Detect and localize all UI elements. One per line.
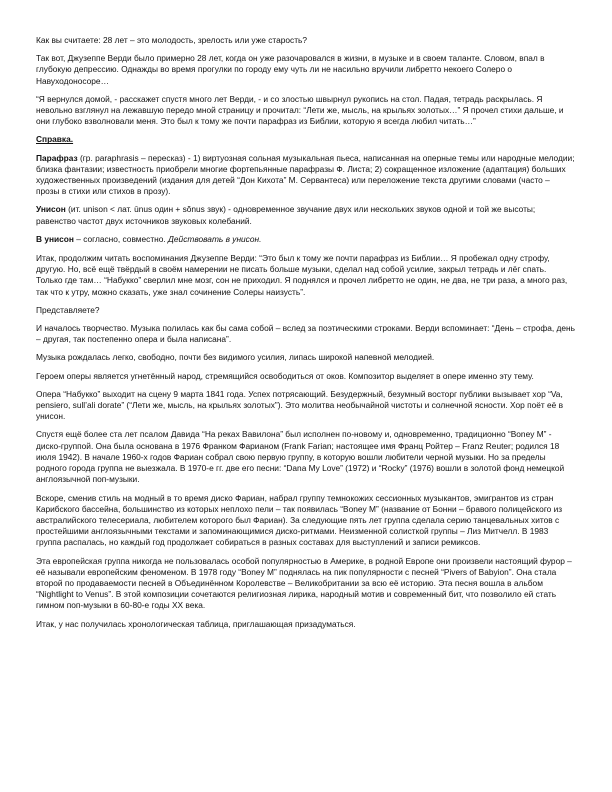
verdi-quote: “Я вернулся домой, - расскажет спустя много лет Верди, - и со злостью швырнул рукопись на стол. Падая, тетрадь раскрылась. Я невольно взглянул на лежавшую передо мной страницу и прочитал: “Лети же, мысль, на крыльях золотых…” Я прочел стихи дальше, и они глубоко взволновали меня. Это был к тому же почти парафраз из Библии, которую я всегда любил читать…” <box>36 93 564 127</box>
definition-in-unison-text: – согласно, совместно. <box>73 233 169 244</box>
definition-paraphrase <box>36 153 575 198</box>
definition-unison-text: (ит. unison < лат. ūnus один + sŏnus звук) - одновременное звучание двух или нескольких звуков одной и той же высоты; равенство частот двух источников звуковых колебаний. <box>36 204 536 226</box>
body-paragraph: Итак, продолжим читать воспоминания Джузеппе Верди: “Это был к тому же почти парафраз из Библии… Я пробежал одну строфу, другую. Но, всё ещё твёрдый в своём намерении не писать больше музыки, сделал над собой усилие, закрыл тетрадь и лёг спать. Только где там… “Набукко” сверлил мне мозг, сон не приходил. Я поднялся и прочел либретто не один, не два, не три раза, а много раз, так что к утру, можно сказать, уже знал сочинение Солеры наизусть”. <box>36 253 568 297</box>
reference-heading-text: Справка. <box>36 134 74 145</box>
body-paragraph: Музыка рождалась легко, свободно, почти без видимого усилия, липась широкой напевной мелодией. <box>36 352 435 363</box>
intro-paragraph: Так вот, Джузеппе Верди было примерно 28 лет, когда он уже разочаровался в жизни, в музыке и в своем таланте. Словом, впал в глубокую депрессию. Однажды во время прогулки по городу ему чуть ли не насильно вручили либретто некоего Солеро о Навуходоносоре… <box>36 53 545 86</box>
body-paragraph: Представляете? <box>36 304 100 315</box>
body-paragraph: Героем оперы является угнетённый народ, стремящийся освободиться от оков. Композитор выделяет в опере именно эту тему. <box>36 370 534 381</box>
body-paragraph: Вскоре, сменив стиль на модный в то время диско Фариан, набрал группу темнокожих сессионных музыкантов, эмигрантов из стран Карибского бассейна, большинство из которых неплохо пели – так появилась “Boney M” (название от Бонни – бравого полицейского из австралийского телесериала, любителем которого был Фариан). За следующие пять лет группа сделала серию танцевальных хитов с простейшими англоязычными текстами и запоминающимися диско-ритмами. Неизменной солисткой группы – Лиз Митчелл. В 1983 группа распалась, но каждый год продолжает собираться в разных составах для выступлений и записи ремиксов. <box>36 492 563 548</box>
term-unison: Унисон <box>36 204 66 215</box>
reference-heading <box>36 134 575 145</box>
definition-paraphrase-text: (гр. paraphrasis – пересказ) - 1) виртуозная сольная музыкальная пьеса, написанная на оперные темы или народные мелодии; близка фантазии; известность приобрели многие фортепьянные парафразы Ф. Листа; 2) сокращенное изложение (адаптация) больших художественных произведений (издания для детей “Дон Кихота” М. Сервантеса) или переложение текста другими словами (часто – прозы в стихи или стихов в прозу). <box>36 152 575 197</box>
definition-unison <box>36 204 575 226</box>
term-paraphrase: Парафраз <box>36 152 78 163</box>
body-paragraph: Спустя ещё более ста лет псалом Давида “На реках Вавилона” был исполнен по-новому и, одновременно, традиционно “Boney M” - диско-группой. Она была основана в 1976 Франком Фарианом (Frank Farian; настоящее имя Франц Ройтер – Franz Reuter; родился 18 июля 1942). В начале 1960-х годов Фариан собрал свою первую группу, в которую вошли любители черной музыки. Но за пределы родного города группа не выезжала. В 1970-е гг. две его песни: “Dana My Love” (1972) и “Rocky” (1976) вошли в золотой фонд немецкой англоязычной поп-музыки. <box>36 429 565 485</box>
body-paragraph: Опера “Набукко” выходит на сцену 9 марта 1841 года. Успех потрясающий. Безудержный, безумный восторг публики вызывает хор “Va, pensiero, sull’ali dorate” (“Лети же, мысль, на крыльях золотых”). Это молитва необычайной чистоты и солнечной ясности. Хор поёт её в унисон. <box>36 388 564 422</box>
definition-in-unison <box>36 234 575 245</box>
intro-question: Как вы считаете: 28 лет – это молодость, зрелость или уже старость? <box>36 35 308 45</box>
body-paragraph: Итак, у нас получилась хронологическая таблица, приглашающая призадуматься. <box>36 618 356 629</box>
body-paragraph: Эта европейская группа никогда не пользовалась особой популярностью в Америке, в родной Европе они произвели настоящий фурор – её называли европейским феноменом. В 1978 году “Boney M” поднялась на пик популярности с песней “Pivers of Babyion”. Она стала второй по продаваемости песней в Объединённом Королевстве – Великобритании за всю её историю. Эта песня вошла в альбом “Nightlight to Venus”. В этой композиции сочетаются религиозная лирика, народный мотив и современный бит, что позволило ей стать гимном поп-музыки в 60-80-е годы XX века. <box>36 555 572 611</box>
definition-in-unison-example: Действовать в унисон. <box>168 233 262 244</box>
body-paragraph: И началось творчество. Музыка полилась как бы сама собой – вслед за поэтическими строками. Верди вспоминает: “День – строфа, день – другая, так постепенно опера и была написана”. <box>36 323 575 345</box>
term-in-unison: В унисон <box>36 233 74 244</box>
